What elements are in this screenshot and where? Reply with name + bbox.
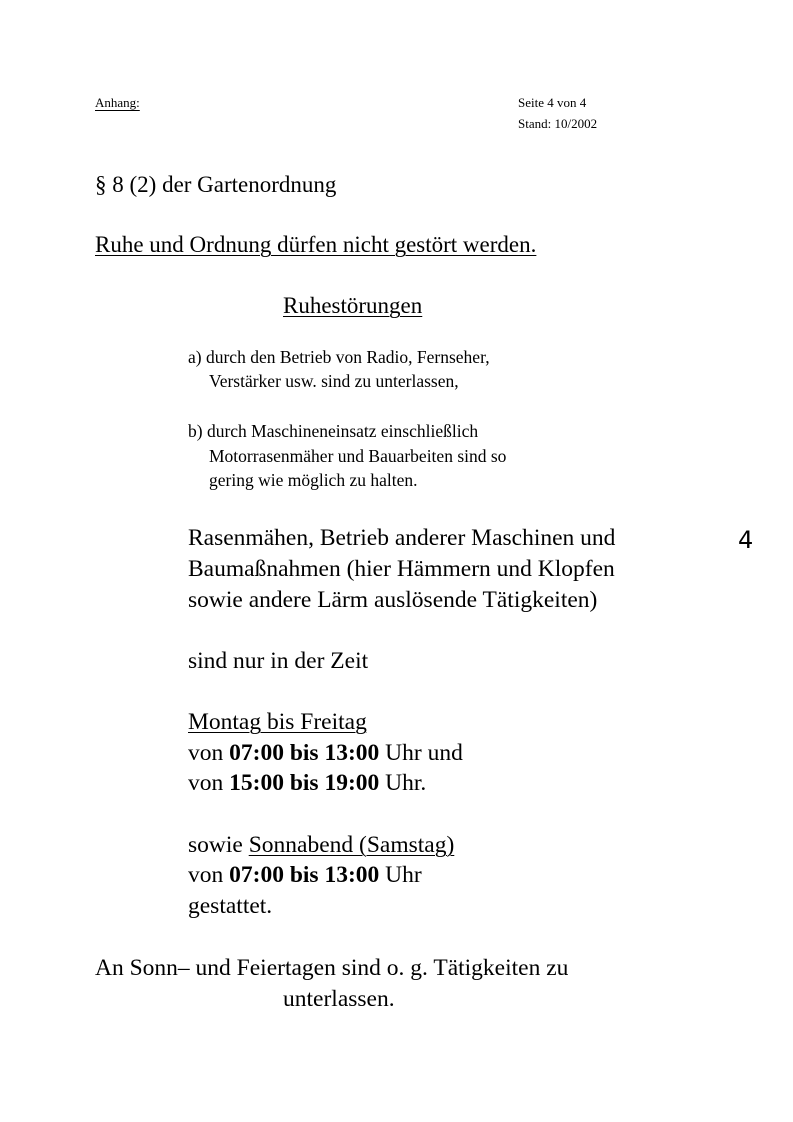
weekdays-time-1: von 07:00 bis 13:00 Uhr und [188, 740, 463, 766]
closing-line1: An Sonn– und Feiertagen sind o. g. Tätigkeiten zu [95, 955, 569, 981]
list-item-a-line2: Verstärker usw. sind zu unterlassen, [209, 371, 459, 391]
saturday-time: von 07:00 bis 13:00 Uhr [188, 862, 422, 888]
rule-heading: Ruhe und Ordnung dürfen nicht gestört werden. [95, 232, 537, 257]
revision-date: Stand: 10/2002 [518, 116, 598, 131]
subtitle: Ruhestörungen [283, 293, 423, 318]
page-number: Seite 4 von 4 [518, 95, 587, 110]
section-title: § 8 (2) der Gartenordnung [95, 172, 337, 197]
weekdays-heading: Montag bis Freitag [188, 709, 367, 735]
list-item-b-line3: gering wie möglich zu halten. [209, 470, 418, 490]
saturday-time-range: 07:00 bis 13:00 [229, 862, 380, 888]
list-item-a-line1: a) durch den Betrieb von Radio, Fernseher, [188, 347, 490, 367]
permitted-text: gestattet. [188, 893, 273, 919]
weekdays-time-2: von 15:00 bis 19:00 Uhr. [188, 770, 427, 796]
margin-number: 4 [738, 526, 754, 554]
activities-line2: Baumaßnahmen (hier Hämmern und Klopfen [188, 556, 615, 582]
list-item-b-line2: Motorrasenmäher und Bauarbeiten sind so [209, 446, 507, 466]
saturday-heading-line: sowie Sonnabend (Samstag) [188, 832, 455, 858]
only-in-time: sind nur in der Zeit [188, 648, 369, 674]
saturday-heading: Sonnabend (Samstag) [248, 832, 455, 858]
header-label: Anhang: [95, 95, 140, 110]
activities-line3: sowie andere Lärm auslösende Tätigkeiten) [188, 587, 598, 613]
closing-line2: unterlassen. [283, 986, 395, 1012]
weekdays-time-2-range: 15:00 bis 19:00 [229, 770, 380, 796]
weekdays-time-1-range: 07:00 bis 13:00 [229, 740, 380, 766]
list-item-b-line1: b) durch Maschineneinsatz einschließlich [188, 421, 479, 441]
activities-line1: Rasenmähen, Betrieb anderer Maschinen und [188, 525, 616, 551]
